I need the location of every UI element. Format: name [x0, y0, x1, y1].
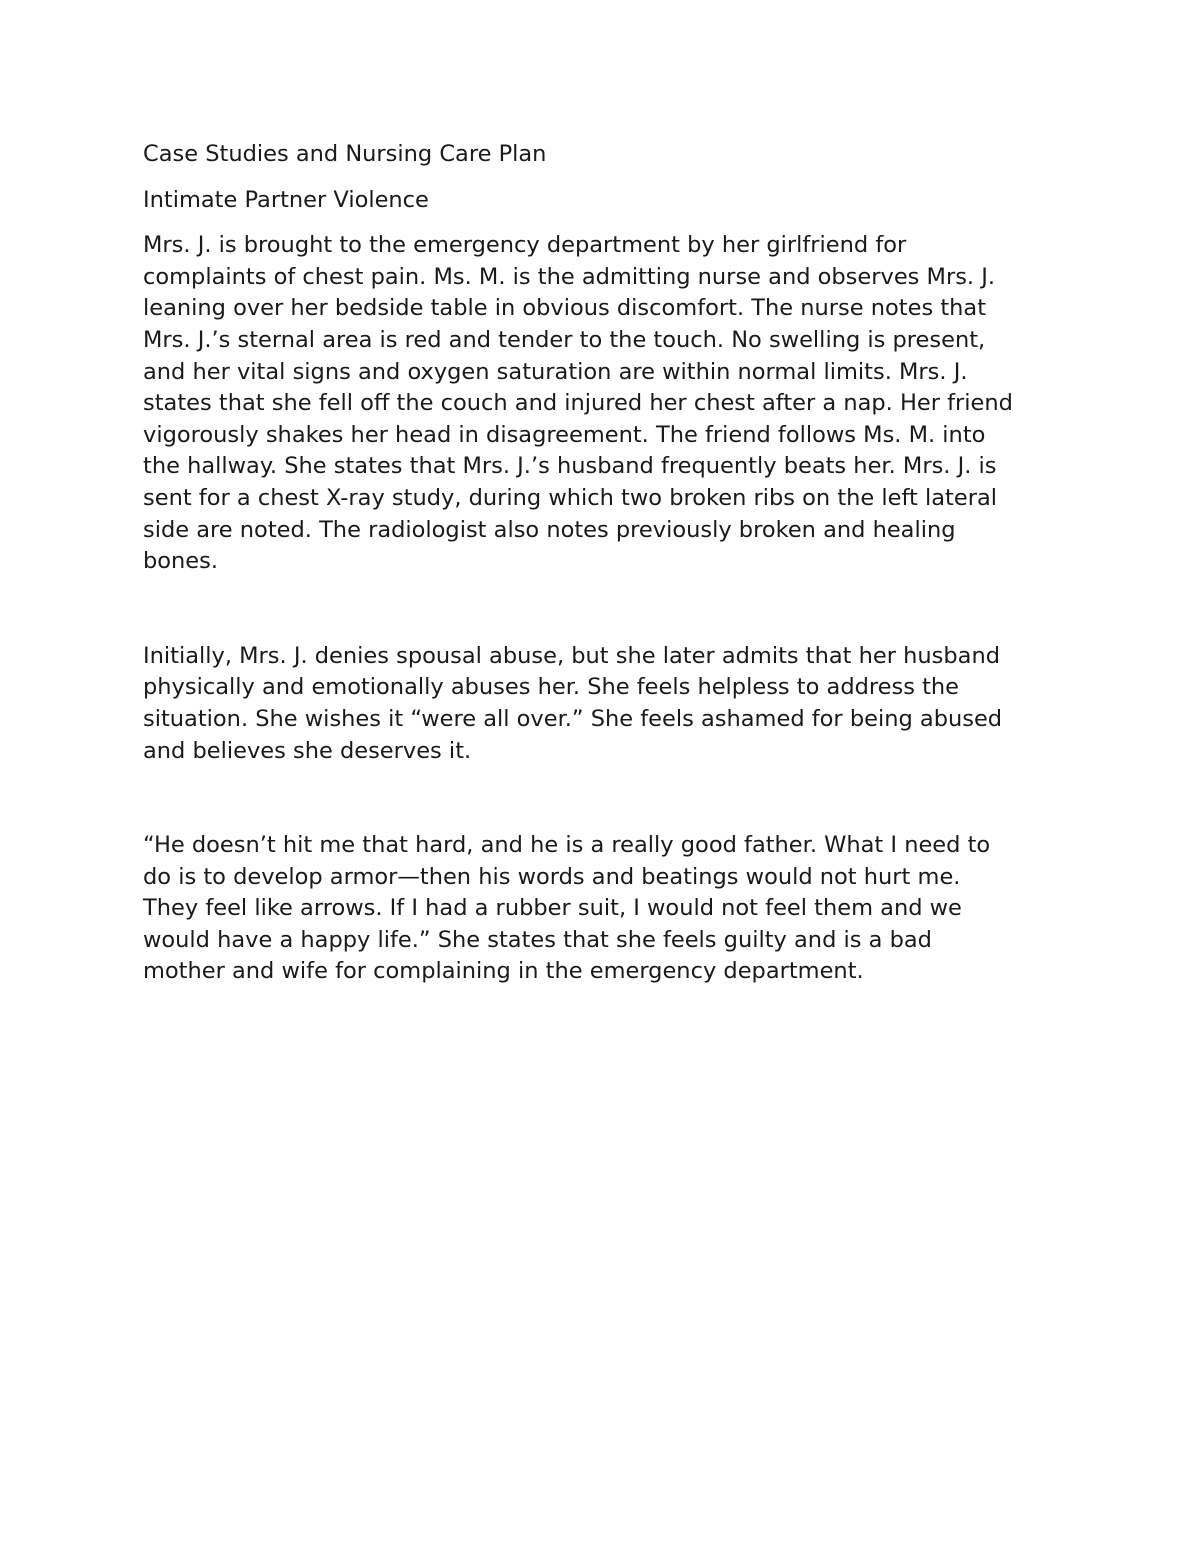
paragraph-line: Initially, Mrs. J. denies spousal abuse, but she later admits that her husband [143, 642, 1000, 669]
paragraph-case-description [143, 230, 1063, 578]
paragraph-line: the hallway. She states that Mrs. J.’s husband frequently beats her. Mrs. J. is [143, 453, 997, 480]
paragraph-line: bones. [143, 548, 219, 575]
paragraph-line: complaints of chest pain. Ms. M. is the admitting nurse and observes Mrs. J. [143, 263, 996, 290]
paragraph-line: states that she fell off the couch and injured her chest after a nap. Her friend [143, 390, 1013, 417]
paragraph-line: leaning over her bedside table in obvious discomfort. The nurse notes that [143, 295, 987, 322]
paragraph-line: Mrs. J.’s sternal area is red and tender to the touch. No swelling is present, [143, 326, 986, 353]
paragraph-line: They feel like arrows. If I had a rubber suit, I would not feel them and we [143, 895, 962, 922]
paragraph-line: vigorously shakes her head in disagreement. The friend follows Ms. M. into [143, 421, 986, 448]
paragraph-line: would have a happy life.” She states that she feels guilty and is a bad [143, 926, 932, 953]
document-subtitle: Intimate Partner Violence [143, 186, 429, 213]
paragraph-line: mother and wife for complaining in the emergency department. [143, 958, 864, 985]
document-body [143, 139, 1063, 988]
paragraph-line: “He doesn’t hit me that hard, and he is a really good father. What I need to [143, 832, 991, 859]
paragraph-line: side are noted. The radiologist also notes previously broken and healing [143, 516, 956, 543]
paragraph-line: Mrs. J. is brought to the emergency department by her girlfriend for [143, 232, 907, 259]
paragraph-line: and her vital signs and oxygen saturation are within normal limits. Mrs. J. [143, 358, 968, 385]
paragraph-line: physically and emotionally abuses her. She feels helpless to address the [143, 674, 959, 701]
paragraph-line: and believes she deserves it. [143, 737, 472, 764]
paragraph-patient-admission [143, 641, 1063, 767]
document-title: Case Studies and Nursing Care Plan [143, 141, 547, 167]
paragraph-patient-quote [143, 830, 1063, 988]
paragraph-line: sent for a chest X-ray study, during which two broken ribs on the left lateral [143, 484, 997, 511]
paragraph-line: situation. She wishes it “were all over.” She feels ashamed for being abused [143, 705, 1003, 732]
paragraph-line: do is to develop armor—then his words and beatings would not hurt me. [143, 863, 961, 890]
